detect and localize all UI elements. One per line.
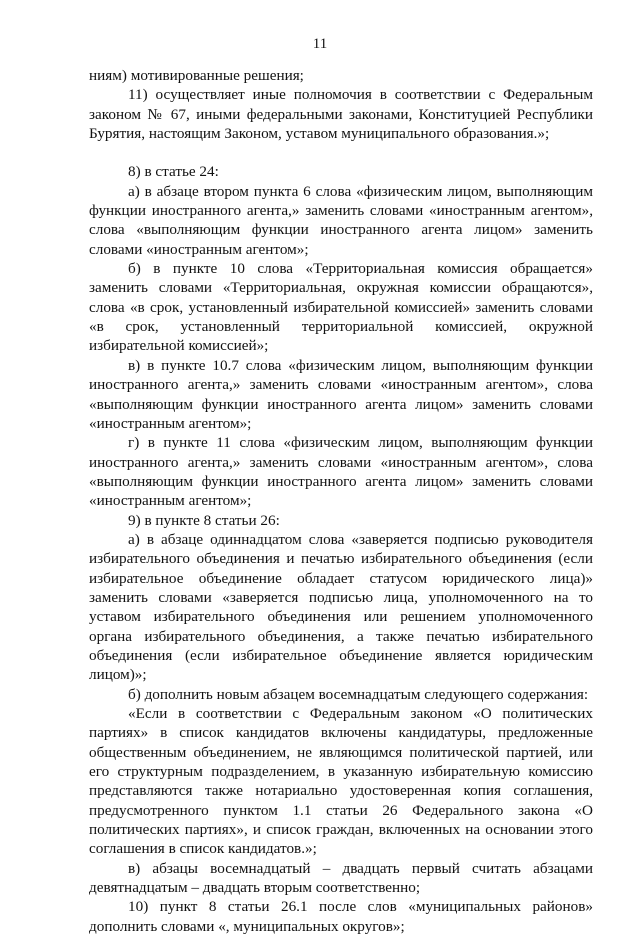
page-number: 11 <box>312 36 328 52</box>
paragraph-26-a: а) в абзаце одиннадцатом слова «заверяется подписью руководителя избирательного объединения и печатью избирательного объединения (если избирательное объединение обладает статусом юридического лица)» заменить словами «заверяется подписью лица, уполномоченного на то уставом избирательного объединения или решением уполномоченного органа избирательного объединения, а также печатью избирательного объединения (если избирательное объединение является юридическим лицом)»; <box>89 530 593 684</box>
paragraph-24-v: в) в пункте 10.7 слова «физическим лицом, выполняющим функции иностранного агента,» заменить словами «иностранным агентом», слова «выполняющим функции иностранного агента лицом» заменить словами «иностранным агентом»; <box>89 356 593 432</box>
paragraph-26-quote: «Если в соответствии с Федеральным законом «О политических партиях» в список кандидатов включены кандидатуры, предложенные общественным объединением, не являющимся политической партией, или его структурным подразделением, в указанную избирательную комиссию представляются также нотариально удостоверенная копия соглашения, предусмотренного пунктом 1.1 статьи 26 Федерального закона «О политических партиях», и список граждан, включенных на основании этого соглашения в список кандидатов.»; <box>89 705 593 858</box>
paragraph-24-g: г) в пункте 11 слова «физическим лицом, выполняющим функции иностранного агента,» заменить словами «иностранным агентом», слова «выполняющим функции иностранного агента лицом» заменить словами «иностранным агентом»; <box>89 434 593 510</box>
paragraph-24-a: а) в абзаце втором пункта 6 слова «физическим лицом, выполняющим функции иностранного агента,» заменить словами «иностранным агентом», слова «выполняющим функции иностранного агента лицом» заменить словами «иностранным агентом»; <box>89 182 593 258</box>
paragraph-continuation: ниям) мотивированные решения; <box>89 67 304 84</box>
paragraph-article-26: 9) в пункте 8 статьи 26: <box>128 511 280 529</box>
paragraph-26-b: б) дополнить новым абзацем восемнадцатым следующего содержания: <box>128 685 589 703</box>
paragraph-article-26-1: 10) пункт 8 статьи 26.1 после слов «муниципальных районов» дополнить словами «, муниципальных округов»; <box>89 898 593 935</box>
document-body <box>89 66 593 936</box>
paragraph-item-11: 11) осуществляет иные полномочия в соответствии с Федеральным законом № 67, иными федеральными законами, Конституцией Республики Бурятия, настоящим Законом, уставом муниципального образования.»; <box>89 86 593 143</box>
paragraph-24-b: б) в пункте 10 слова «Территориальная комиссия обращается» заменить словами «Территориальная, окружная комиссии обращаются», слова «в срок, установленный избирательной комиссией» заменить словами «в срок, установленный территориальной комиссией, окружной избирательной комиссией»; <box>89 260 593 355</box>
paragraph-article-24: 8) в статье 24: <box>128 163 219 181</box>
paragraph-26-v: в) абзацы восемнадцатый – двадцать первый считать абзацами девятнадцатым – двадцать вторым соответственно; <box>89 859 593 897</box>
